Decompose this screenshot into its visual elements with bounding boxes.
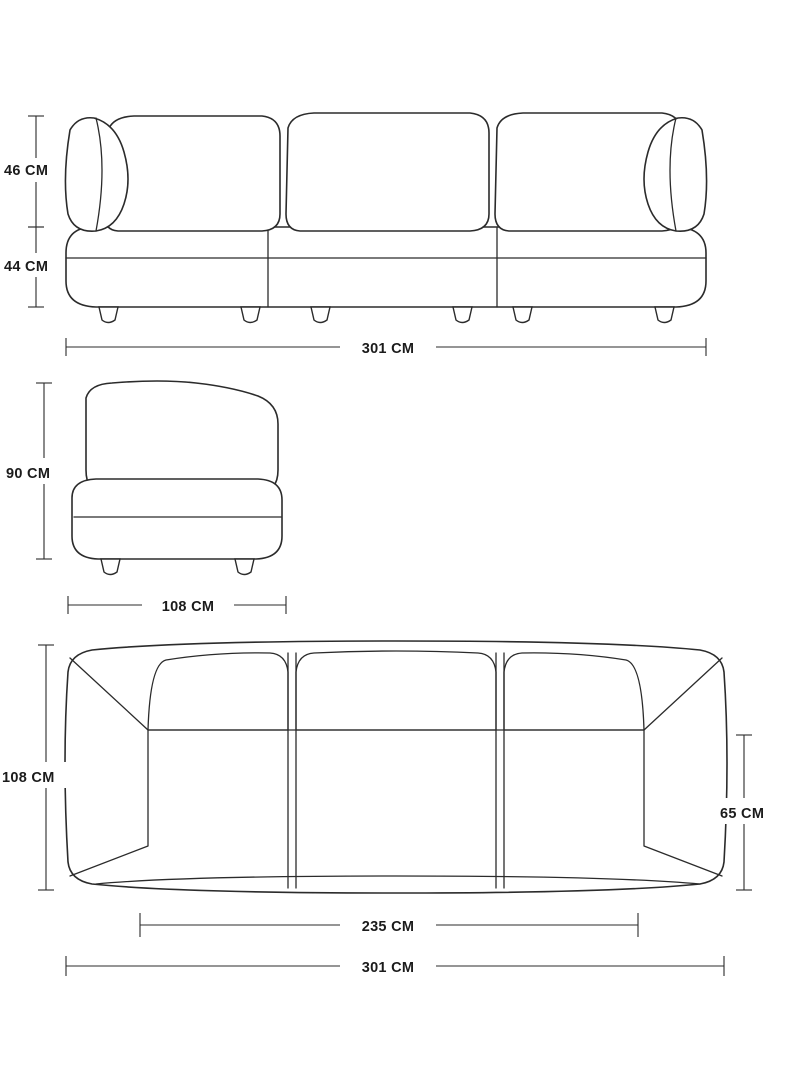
dimension-label-top-depth: 108 CM (2, 770, 55, 786)
front-leg-6 (655, 307, 674, 323)
dimension-label-side-depth: 108 CM (161, 599, 215, 615)
dimension-label-front-backrest-height: 46 CM (4, 163, 49, 179)
dimension-front-total-width (66, 335, 706, 359)
dimension-top-inner-width (140, 913, 638, 937)
side-view (0, 381, 286, 617)
front-leg-5 (513, 307, 532, 323)
dimension-label-top-seat-depth: 65 CM (720, 806, 765, 822)
dimension-label-front-total-width: 301 CM (361, 341, 415, 357)
front-leg-2 (241, 307, 260, 323)
top-outer-body (65, 641, 727, 893)
dimension-front-backrest-height (0, 116, 60, 227)
side-seat-base (72, 479, 282, 559)
dimension-side-depth (68, 593, 286, 617)
top-view (0, 641, 800, 978)
front-seat-base (66, 227, 706, 307)
dimension-front-seat-height (0, 227, 60, 307)
side-leg-2 (235, 559, 254, 575)
dimension-side-total-height (0, 383, 66, 559)
side-backrest (86, 381, 278, 494)
dimension-label-top-total-width: 301 CM (361, 960, 415, 976)
front-view (0, 113, 707, 359)
dimension-top-seat-depth (716, 735, 800, 890)
front-leg-4 (453, 307, 472, 323)
front-leg-1 (99, 307, 118, 323)
side-leg-1 (101, 559, 120, 575)
dimension-label-side-total-height: 90 CM (6, 466, 51, 482)
dimension-label-top-inner-width: 235 CM (361, 919, 415, 935)
dimension-top-total-width (66, 954, 724, 978)
dimension-label-front-seat-height: 44 CM (4, 259, 49, 275)
dimension-top-depth (0, 645, 68, 890)
front-back-cushion-middle (286, 113, 489, 231)
front-leg-3 (311, 307, 330, 323)
front-back-cushion-left (104, 116, 280, 231)
